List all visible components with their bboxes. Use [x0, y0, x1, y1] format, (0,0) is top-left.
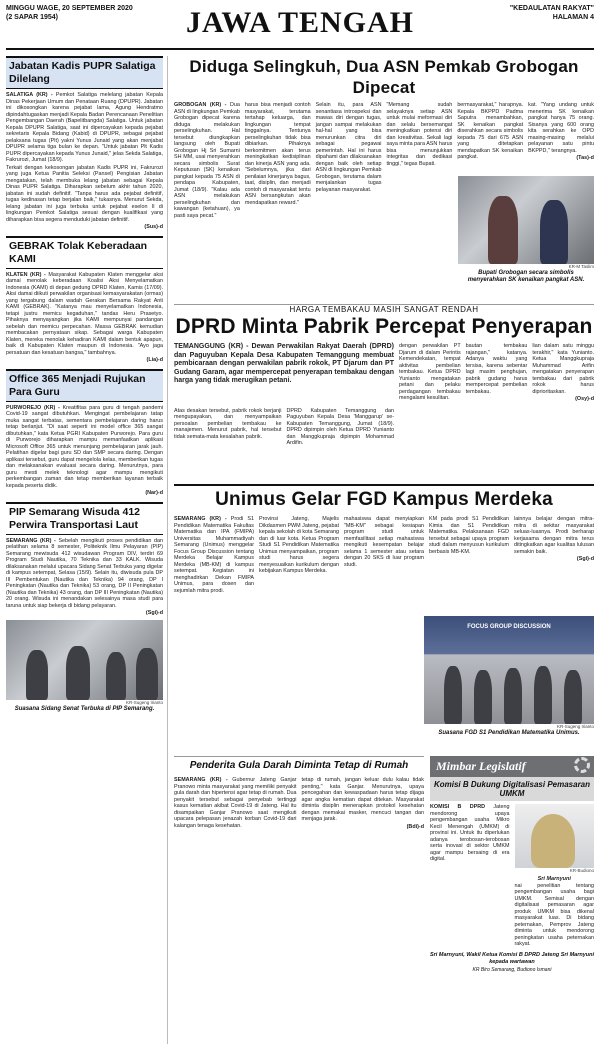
photo-credit: KR-Sugeng Irianto [556, 724, 594, 729]
article-pupr-salatiga [6, 56, 163, 231]
paragraph: Masyarakat Kabupaten Klaten menggelar aksi damai menolak keberadaan Koalisi Aksi Menyelamatkan Indonesia (KAMI) di depan gedung DPRD Klaten, Kamis (17/09). Aksi damai diikuti perwakilan organisasi kemasyarakatan (ormas) yang tergabung dalam wadah Gerakan Bersama Rakyat Anti KAMI (GEBRAK). "Katanya mau menyelamatkan Indonesia, tetapi justru memicu kegaduhan," tandas Heru Prasetyo. Pihaknya menyayangkan jika KAMI mempunyai pandangan sebelah dan memicu perpecahan. Massa GEBRAK kemudian membacakan pernyataan sikap. Sebagai warga Kabupaten Klaten, mereka menolak kehadiran KAMI dalam bentuk apapun, baik di Kabupaten Klaten maupun di Indonesia. "Ayo jaga persatuan dan kesatuan bangsa," tambahnya. [6, 271, 163, 356]
issue-date-javanese: (2 SAPAR 1954) [6, 14, 59, 21]
author-sign: (Tas)-d [576, 155, 594, 161]
photo-credit: KR-Budiono [569, 868, 594, 873]
paragraph: mahasiswa dapat menyiapkan "MB-KM" sebagai kesiapan program studi untuk memfasilitasi setiap mahasiswa mengikuti kesempatan belajar selama 1 semester atau setara dengan 20 SKS di luar program studi. [344, 516, 424, 568]
gear-icon [574, 757, 590, 773]
paragraph: Selain itu, para ASN senantiasa introspeksi dan mawas diri dengan tugas, jangan sampai melakukan hal-hal yang bisa menurunkan citra diri sebagai pegawai pemerintah. Hal ini harus dipahami dan dilaksanakan dengan baik oleh setiap ASN di lingkungan Pemkab Grobogan, terutama dalam menjalankan tugas pelayanan masyarakat. [315, 102, 382, 193]
article-body [6, 405, 163, 497]
section-banner [430, 756, 594, 777]
portrait-name: Sri Marnyuni [537, 875, 571, 882]
photo-credit: KR-Sugeng Irianto [125, 699, 163, 705]
paragraph: DPRD Kabupaten Temanggung dan Paguyuban Kepala Desa 'Manggarup' se-Kabupaten Temanggung, Jumat (18/9). DPRD dipimpin oleh Ketua DPRD Yunianto dan Manggkupraja dipimpin Mohammad Ardifin. [286, 407, 394, 446]
article-body [174, 777, 424, 831]
article-body [6, 272, 163, 364]
paragraph: tetap di rumah, jangan keluar dulu kalau tidak penting," kata Ganjar. Menurutnya, upaya pencegahan dan kewaspadaan harus tetap dijaga agar angka kematian dapat ditekan. Masyarakat diminta disiplin menerapkan protokol kesehatan dengan memakai masker, mencuci tangan dan menjaga jarak. [301, 777, 424, 822]
kicker: HARGA TEMBAKAU MASIH SANGAT RENDAH [289, 305, 479, 314]
dateline: KOMISI B DPRD [430, 804, 485, 810]
article-headline: Diduga Selingkuh, Dua ASN Pemkab Grobogan Dipecat [189, 57, 579, 97]
article-headline: Unimus Gelar FGD Kampus Merdeka [215, 489, 553, 510]
article-body [174, 516, 594, 595]
photo-credit: KR-M Taslim [568, 264, 594, 269]
dateline: SALATIGA (KR) - [6, 92, 53, 98]
masthead [6, 4, 594, 50]
article-headline: Office 365 Menjadi Rujukan Para Guru [6, 369, 163, 402]
paragraph: lainnya belajar dengan mitra-mitra di sekitar masyarakat seluas-luasnya. Prodi berharap kerjasama dengan mitra terus ditingkatkan agar kualitas lulusan semakin baik. [514, 516, 594, 555]
dateline: SEMARANG (KR) - [174, 516, 227, 522]
issue-date-line: MINGGU WAGE, 20 SEPTEMBER 2020 [6, 5, 133, 12]
article-headline: GEBRAK Tolak Keberadaan KAMI [6, 236, 163, 269]
mimbar-legislatif [430, 756, 594, 1044]
author-sign: (Nar)-d [145, 490, 163, 496]
publication-info [510, 4, 594, 22]
page-title: JAWA TENGAH [185, 6, 414, 39]
news-photo [6, 620, 163, 700]
paragraph: Sebelah mengikuti proses pendidikan dan pelatihan selama 8 semester, Politeknik Ilmu Pelayaran (PIP) Semarang mewisuda 412 wisudawan Program DIV, terdiri 69 Program Studi Nautika, 70 Teknika dan 33 KALK. Wisuda dilaksanakan melalui upacara Sidang Senat Terbuka yang digelar di kampus setempat, Selasa (15/9). Selain itu, diwisuda pula DP III Pembentukan (Nautika dan Teknika) 94 orang, DP I Peningkatan (Nautika dan Teknika) 53 orang, DP II Peningkatan (Nautika dan Teknika) 43 orang, dan DP III Peningkatan (Nautika) 20 orang. Wisuda ini menandakan selesainya masa studi para taruna untuk siap bekerja di bidang pelayaran. [6, 537, 163, 609]
author-sign: (Lia)-d [146, 357, 163, 363]
dateline: KLATEN (KR) - [6, 271, 46, 278]
article-body-lower [174, 404, 394, 448]
news-photo [458, 176, 594, 264]
article-headline: PIP Semarang Wisuda 412 Perwira Transportasi Laut [6, 502, 163, 535]
paragraph: kat. "Yang undang untuk menerima SK kenaikan pangkat hanya 75 orang. Sisanya yang 600 orang kita serahkan ke OPD masing-masing melalui pelayanan satu pintu BKPPD," terangnya. [528, 102, 594, 154]
photo-banner-text: FOCUS GROUP DISCUSSION [467, 624, 551, 630]
intro-paragraph: Dewan Perwakilan Rakyat Daerah (DPRD) dan Paguyuban Kepala Desa Kabupaten Temanggung membuat pembicaraan dengan perwakilan pabrik rokok, PT Djarum dan PT Gudang Garam, agar mempercepat penyerapan tembakau dengan harga yang tidak merugikan petani. [174, 343, 395, 384]
article-office-365 [6, 369, 163, 497]
photo-caption: Bupati Grobogan secara simbolis menyerahkan SK kenaikan pangkat ASN. [467, 270, 585, 283]
paragraph: nai penelitian tentang pengembangan usaha bagi UMKM. Semisal dengan digitalisasi pemasaran agar produk UMKM bisa dikenal masyarakat luas. Di bidang peternakan, Pemprov Jateng diminta untuk mendorong peningkatan usaha peternakan rakyat. [514, 882, 594, 947]
article-headline: Penderita Gula Darah Diminta Tetap di Rumah [189, 760, 409, 771]
left-column [6, 56, 168, 1044]
publication-name: "KEDAULATAN RAKYAT" [509, 5, 594, 12]
photo-caption: Suasana Sidang Senat Terbuka di PIP Semarang. [14, 705, 155, 712]
article-pip-semarang [6, 502, 163, 713]
article-gula-darah [174, 756, 424, 1044]
portrait-photo [515, 804, 595, 868]
paragraph: Dua ASN di lingkungan Pemkab Grobogan dipecat karena diduga melakukan perselingkuhan. Hal tersebut diungkapkan langsung oleh Bupati Grobogan Hj Sri Sumarni SH MM, usai menyerahkan secara simbolis Surat Keputusan (SK) kenaikan pangkat kepada 75 ASN di pendapa Kabupaten, Jumat (18/9). "Kalau ada ASN melakukan perselingkuhan dan kawangan (ketahuan), ya pasti saya pecat." [174, 102, 240, 219]
article-body [430, 804, 594, 949]
paragraph: dengan perwakilan PT Djarum di dalam Perintis Kemendekatan, tempat aktivitas pembelian tembakau. Ketua DPRD Yunianto mengatakan petani dan pelaku perdagangan tembakau mengalami kesulitan. [399, 343, 461, 401]
author-sign: (Sgi)-d [145, 610, 163, 616]
article-dprd-temanggung [174, 304, 594, 482]
photo-credit-secondary: KR Biro Semarang, Budiono Ismani [472, 966, 552, 973]
paragraph: Jateng mendorong upaya pengembangan usaha Mikro Kecil Menengah (UMKM) di provinsi ini. Untuk itu diperlukan adanya terobosan-terobosan serta inovasi di sektor UMKM agar mampu bersaing di era digital. [430, 804, 510, 862]
dateline: TEMANGGUNG (KR) - [174, 343, 249, 350]
article-headline: Jabatan Kadis PUPR Salatiga Dilelang [6, 56, 163, 89]
article-gebrak [6, 236, 163, 364]
page-number: HALAMAN 4 [552, 14, 594, 21]
photo-caption: Sri Marnyuni, Wakil Ketua Komisi B DPRD Jateng Sri Marnyuni kepada wartawan [430, 951, 595, 965]
section-banner-label: Mimbar Legislatif [436, 759, 526, 773]
paragraph: Prodi S1 Pendidikan Matematika Fakultas Matematika dan IPA (FMIPA) Universitas Muhammadiyah Semarang (Unimus) menggelar Focus Group Discussion tentang Merdeka Belajar Kampus Merdeka (MB-KM) di kampus setempat. Kegiatan ini menghadirkan Dekan FMIPA Unimus, para dosen dan sejumlah mitra prodi. [174, 516, 254, 594]
paragraph: lian dalam satu minggu terakhir," kata Yunianto. Ketua Manggkupraja Muhammad Arifin mengatakan penyerapan tembakau dari pabrik rokok harus diprioritaskan. [532, 343, 595, 395]
paragraph: Terkait dengan kekosongan jabatan Kadis PUPR ini, Fakrurozi yang juga Ketua Panitia Seleksi (Pansel) Pengisian Jabatan mengatakan, telah membuka lelang jabatan sebagai Kepala Dinas PUPR Salatiga. Diharapkan sebelum akhir tahun 2020, jabatan ini sudah definitif. "Tanpa harus ada pejabat definitif, tugas kedinasan tetap berjalan baik," tukasnya. Menurut Sekda, lelang jabatan ini juga terbuka untuk pejabat eselon II di lingkungan Pemkot Salatiga sesuai dengan kualifikasi yang diharapkan bisa segera menduduki jabatan definitif. [6, 164, 163, 223]
paragraph: Pemkot Salatiga melelang jabatan Kepala Dinas Pekerjaan Umum dan Penataan Ruang (DPUPR). Jabatan ini dikosongkan karena pejabat lama, Agung Hendratmo dipindahtugaskan menjadi Kepala Badan Perencanaan Penelitian Pengembangan Daerah (Bapelitbangda) Salatiga. Untuk jabatan Kepala DPUPR Salatiga, saat ini dipercayakan kepada pejabat sekretaris Kepala Bidang (Kabid) di DPUPR, sebagai pejabat pelaksana tugas (Plt) yakni Yunus Junaid yang akan menjabat DPUPR selama tiga bulan ke depan. "Untuk jabatan Plt Kadis PUPR dipercayakan kepada Yunus Junaid," jelas Sekda Salatiga, Fakrurozi, Jumat (18/9). [6, 92, 164, 163]
paragraph: Kreatifitas para guru di tengah pandemi Covid-19 sangat dibutuhkan. Mengingat pembelajaran tatap muka sangat terbatas, sementara pembelajaran daring harus tetap berlanjut. "Di saat seperti ini model office 365 sangat dibutuhkan," kata Ketua PGRI Kabupaten Purworejo. Para guru di Purworejo diharapkan mampu memanfaatkan aplikasi Microsoft Office 365 untuk menunjang pembelajaran jarak jauh. Pelatihan digelar bagi guru SD dan SMP secara daring. Dengan aplikasi tersebut, guru dapat mengelola kelas, memberikan tugas dan melaksanakan evaluasi secara daring. Menurutnya, para guru mesti melek teknologi agar mampu mengikuti perkembangan zaman dan tetap memberikan layanan terbaik kepada peserta didik. [6, 404, 164, 489]
paragraph: Provinsi Jateng, Majelis Dikdasmen PWM Jateng, pejabat kepala sekolah di kota Semarang dan di luar kota. Ketua Program Studi S1 Pendidikan Matematika Unimus menyampaikan, program studi harus segera menyesuaikan kurikulum dengan kebijakan Kampus Merdeka. [259, 516, 339, 574]
photo-block [458, 176, 594, 284]
author-sign: (Sgi)-d [576, 556, 594, 562]
article-body [6, 92, 163, 231]
dateline: GROBOGAN (KR) - [174, 102, 227, 108]
photo-caption: Suasana FGD S1 Pendidikan Matematika Unimus. [438, 730, 580, 736]
dateline: SEMARANG (KR) - [174, 777, 228, 783]
photo-block [424, 616, 594, 737]
paragraph: Atas desakan tersebut, pabrik rokok berjanji mengupayakan, dan menyampaikan persoalan pembelian tembakau ke manajemen. Menurut pabrik, hal tersebut tidak semata-mata kesalahan pabrik. [174, 407, 282, 440]
author-sign: (Osy)-d [575, 396, 595, 402]
paragraph: "Memang sudah selayaknya setiap ASN untuk mulai meformasi diri dan selalu bersemangat meningkatkan potensi diri dan kreativitas. Sekali lagi saya minta para ASN harus bisa menunjukkan integritas dan dedikasi tinggi," tegas Bupati. [386, 102, 453, 167]
article-grobogan [174, 56, 594, 304]
news-photo [424, 616, 594, 724]
author-sign: (Bdi)-d [406, 823, 424, 830]
paragraph: harus bisa menjadi contoh masyarakat, terutama tertahap keluarga, dan lingkungan tempat tinggalnya. Tentunya perselingkuhan tidak bisa dibiarkan. Pihaknya berkomitmen akan terus meningkatkan kedisiplinan dan kinerja ASN yang ada. "Sebelumnya, jika dari penilaian kinerjanya bagus, taat, disiplin, dan menjadi contoh di masyarakat tentu ASN bersangkutan akan mendapatkan reward." [244, 102, 311, 206]
paragraph: bermasyarakat," harapnya. Kepala BKPPD Padma Saputra menambahkan, SK kenaikan pangkat diserahkan secara simbolis kepada 75 dari 675 ASN yang ditetapkan mendapatkan SK kenaikan pangkat. [457, 102, 524, 160]
dateline: SEMARANG (KR) - [6, 537, 56, 544]
article-headline: DPRD Minta Pabrik Percepat Penyerapan [175, 315, 593, 338]
author-sign: (Sus)-d [144, 224, 163, 230]
article-intro [174, 343, 394, 386]
paragraph: KM pada prodi S1 Pendidikan Kimia dan S1 Pendidikan Matematika. Pelaksanaan FGD tersebut sebagai upaya program studi dalam menyusun kurikulum berbasis MB-KM. [429, 516, 509, 555]
paragraph: bautan tembakau rajangan," katanya. Adanya waktu yang tersisa, karena sebentar lagi masim penghujan, pabrik gudang harus mempercepat pembelian tembakau. [465, 343, 528, 395]
article-body [399, 343, 594, 404]
paragraph: Gubernur Jateng Ganjar Pranowo minta masyarakat yang memiliki penyakit gula darah dan hipertensi agar tetap di rumah. Dua penyakit tersebut sebagai penyebab tertinggi kasus kematian akibat Covid-19 di Jateng. Hal itu disampaikan Ganjar Pranowo saat mengikuti upacara pelepasan jenazah korban Covid-19 dari kalangan tenaga kesehatan. [174, 777, 297, 829]
dateline: PURWOREJO (KR) - [6, 404, 60, 411]
article-unimus [174, 484, 594, 752]
article-body [6, 538, 163, 617]
article-headline: Komisi B Dukung Digitalisasi Pemasaran UMKM [430, 777, 594, 801]
